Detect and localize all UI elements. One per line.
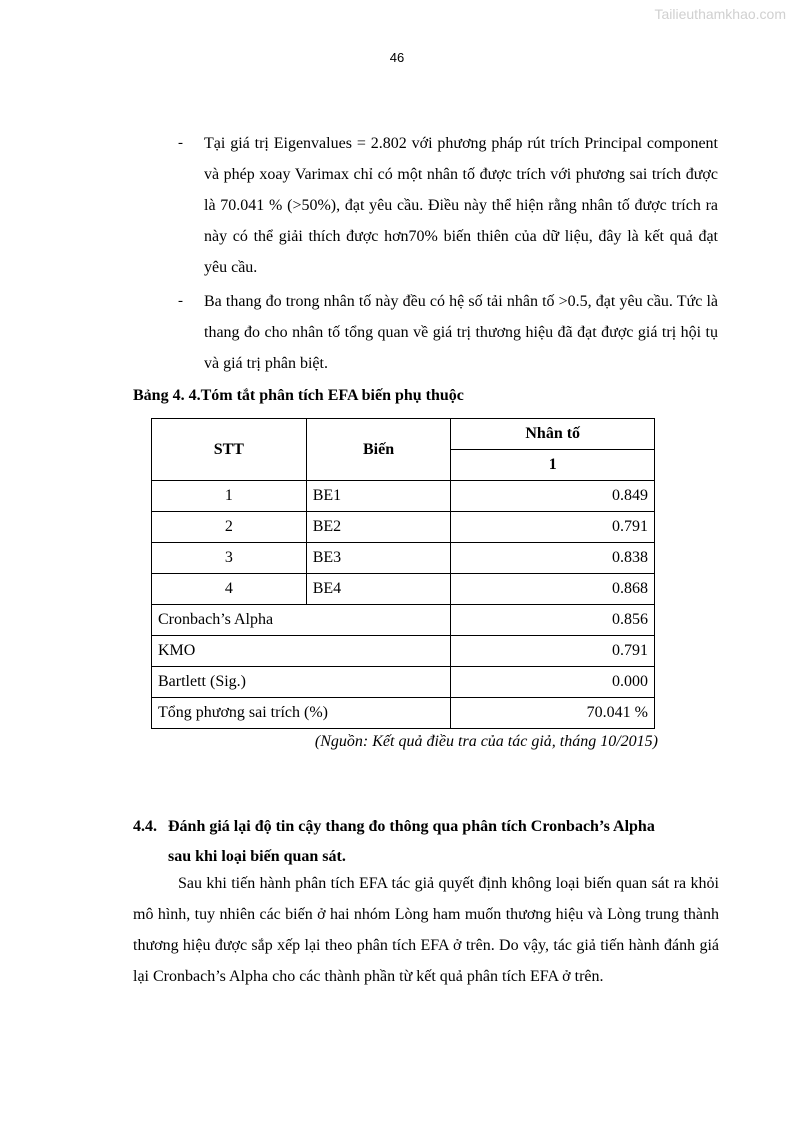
header-stt: STT <box>152 419 307 481</box>
bullet-item <box>178 286 718 379</box>
body-paragraph: Sau khi tiến hành phân tích EFA tác giả quyết định không loại biến quan sát ra khỏi mô hình, tuy nhiên các biến ở hai nhóm Lòng ham muốn thương hiệu và Lòng trung thành thương hiệu được sắp xếp lại theo phân tích EFA ở trên. Do vậy, tác giả tiến hành đánh giá lại Cronbach’s Alpha cho các thành phần từ kết quả phân tích EFA ở trên. <box>133 875 719 985</box>
cell-bien: BE4 <box>306 574 451 605</box>
summary-value: 0.000 <box>451 667 655 698</box>
summary-row <box>152 636 655 667</box>
summary-row <box>152 667 655 698</box>
section-number: 4.4. <box>133 818 157 835</box>
cell-stt: 2 <box>152 512 307 543</box>
table-row <box>152 512 655 543</box>
summary-value: 70.041 % <box>451 698 655 729</box>
watermark: Tailieuthamkhao.com <box>654 6 786 22</box>
cell-stt: 1 <box>152 481 307 512</box>
bullet-dash: - <box>178 135 183 151</box>
section-heading <box>133 812 713 872</box>
cell-stt: 3 <box>152 543 307 574</box>
bullet-list <box>178 128 718 382</box>
table-row <box>152 481 655 512</box>
summary-value: 0.856 <box>451 605 655 636</box>
cell-stt: 4 <box>152 574 307 605</box>
bullet-text: Ba thang đo trong nhân tố này đều có hệ số tải nhân tố >0.5, đạt yêu cầu. Tức là thang đo cho nhân tố tổng quan về giá trị thương hiệu đã đạt được giá trị hội tụ và giá trị phân biệt. <box>204 293 718 372</box>
summary-row <box>152 605 655 636</box>
section-title-line2: sau khi loại biến quan sát. <box>168 848 346 865</box>
table-row <box>152 574 655 605</box>
efa-summary-table <box>151 418 655 729</box>
cell-bien: BE3 <box>306 543 451 574</box>
summary-label: Cronbach’s Alpha <box>152 605 451 636</box>
summary-label: Tổng phương sai trích (%) <box>152 698 451 729</box>
cell-loading: 0.791 <box>451 512 655 543</box>
bullet-dash: - <box>178 293 183 309</box>
summary-label: Bartlett (Sig.) <box>152 667 451 698</box>
cell-loading: 0.868 <box>451 574 655 605</box>
page-number: 46 <box>389 50 405 65</box>
bullet-text: Tại giá trị Eigenvalues = 2.802 với phương pháp rút trích Principal component và phép xoay Varimax chỉ có một nhân tố được trích với phương sai trích được là 70.041 % (>50%), đạt yêu cầu. Điều này thể hiện rằng nhân tố được trích ra này có thể giải thích được hơn70% biến thiên của dữ liệu, đây là kết quả đạt yêu cầu. <box>204 135 718 276</box>
cell-loading: 0.849 <box>451 481 655 512</box>
summary-row <box>152 698 655 729</box>
summary-label: KMO <box>152 636 451 667</box>
table-source-note: (Nguồn: Kết quả điều tra của tác giả, tháng 10/2015) <box>314 733 658 750</box>
cell-bien: BE2 <box>306 512 451 543</box>
bullet-item <box>178 128 718 283</box>
header-bien: Biến <box>306 419 451 481</box>
table-row <box>152 543 655 574</box>
table-caption: Bảng 4. 4.Tóm tắt phân tích EFA biến phụ thuộc <box>133 387 464 404</box>
cell-bien: BE1 <box>306 481 451 512</box>
cell-loading: 0.838 <box>451 543 655 574</box>
summary-value: 0.791 <box>451 636 655 667</box>
table-header-row <box>152 419 655 450</box>
section-title-line1: Đánh giá lại độ tin cậy thang đo thông qua phân tích Cronbach’s Alpha <box>168 818 655 835</box>
header-factor-1: 1 <box>451 450 655 481</box>
header-nhan-to: Nhân tố <box>451 419 655 450</box>
